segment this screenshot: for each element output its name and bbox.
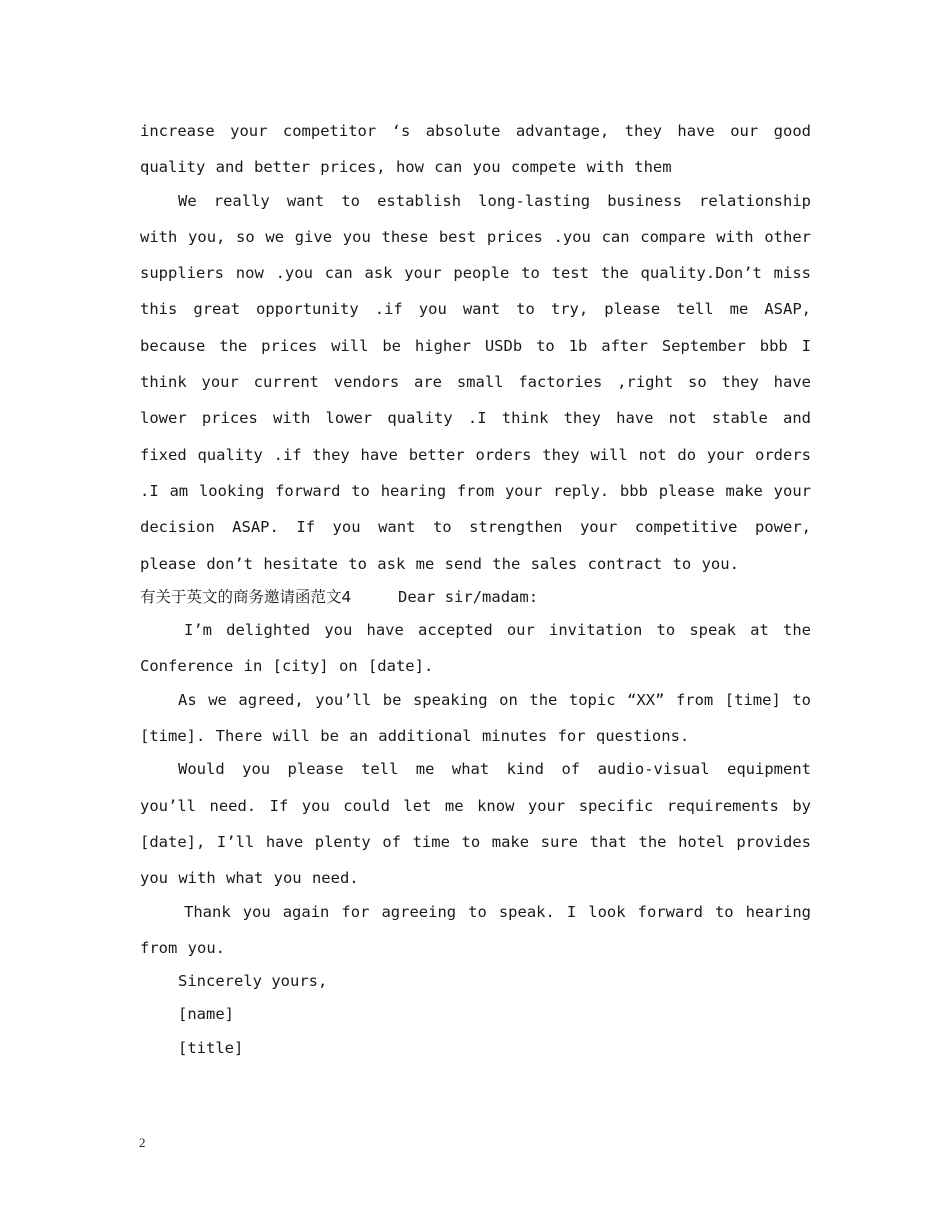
paragraph-business-relationship: We really want to establish long-lasting business relationship with you, so we give you these best prices .you can compare with other suppliers now .you can ask your people to test the quality.Don’t miss this great opportunity .if you want to try, please tell me ASAP, because the prices will be higher USDb to 1b after September bbb I think your current vendors are small factories ,right so they have lower prices with lower quality .I think they have not stable and fixed quality .if they have better orders they will not do your orders .I am looking forward to hearing from your reply. bbb please make your decision ASAP. If you want to strengthen your competitive power, please don’t hesitate to ask me send the sales contract to you. [140,191,811,573]
section-heading: 有关于英文的商务邀请函范文4 [140,587,352,606]
salutation: Dear sir/madam: [398,587,539,606]
closing: Sincerely yours, [178,972,328,991]
letter-paragraph-thanks: Thank you again for agreeing to speak. I look forward to hearing from you. [140,902,811,957]
letter-paragraph-delighted: I’m delighted you have accepted our invitation to speak at the Conference in [city] on [date]. [140,621,811,676]
letter-paragraph-topic: As we agreed, you’ll be speaking on the topic “XX” from [time] to [time]. There will be an additional minutes for questions. [140,690,811,746]
signature-title: [title] [178,1038,244,1057]
page-number: 2 [139,1135,146,1150]
signature-name: [name] [178,1005,234,1024]
section-heading-line [140,579,811,615]
letter-paragraph-equipment: Would you please tell me what kind of audio-visual equipment you’ll need. If you could let me know your specific requirements by [date], I’ll have plenty of time to make sure that the hotel provides you with what you need. [140,760,811,888]
document-body [140,113,811,1063]
paragraph-continued: increase your competitor ‘s absolute advantage, they have our good quality and better prices, how can you compete with them [140,122,811,177]
